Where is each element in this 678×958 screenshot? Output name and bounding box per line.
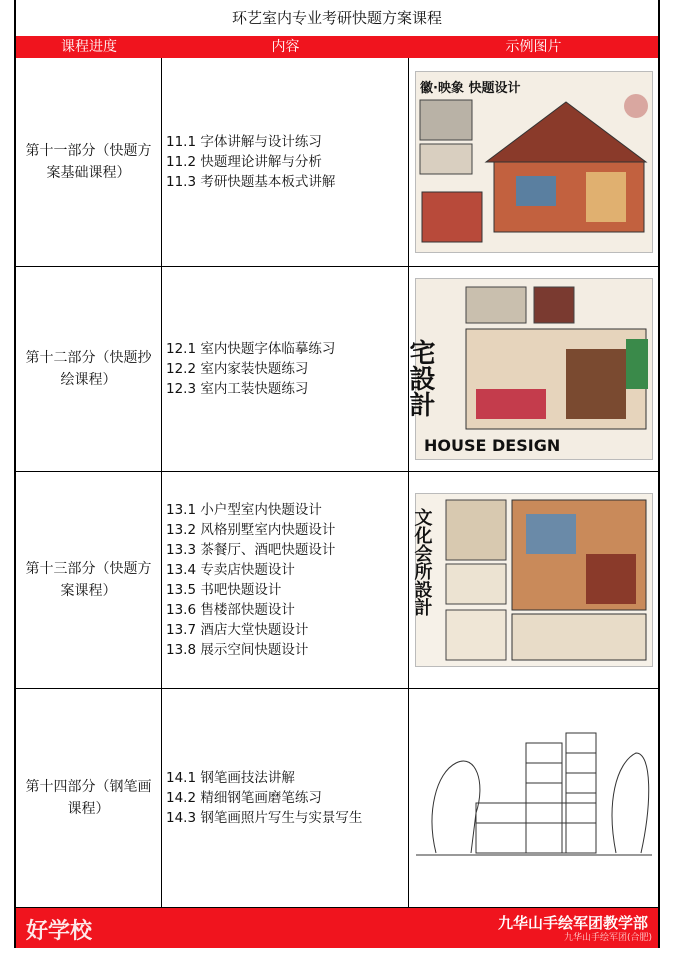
table-row <box>16 267 658 472</box>
list-item: 14.2 精细钢笔画磨笔练习 <box>166 790 322 806</box>
course-part: 第十三部分（快题方案课程） <box>16 472 162 688</box>
example-cell <box>404 267 658 471</box>
list-item: 12.1 室内快题字体临摹练习 <box>166 341 336 357</box>
example-image <box>404 278 653 460</box>
list-item: 11.2 快题理论讲解与分析 <box>166 154 322 170</box>
list-item: 13.3 茶餐厅、酒吧快题设计 <box>166 542 336 558</box>
list-item: 11.3 考研快题基本板式讲解 <box>166 174 336 190</box>
course-content <box>162 472 409 688</box>
image-caption-secondary: HOUSE DESIGN <box>423 436 560 455</box>
list-item: 13.4 专卖店快题设计 <box>166 562 295 578</box>
course-content <box>162 689 409 907</box>
course-part: 第十四部分（钢笔画课程） <box>16 689 162 907</box>
site-logo: 好学校 <box>26 919 93 944</box>
image-caption: 文化会所設計 <box>411 508 432 616</box>
course-part: 第十二部分（快题抄绘课程） <box>16 267 162 471</box>
header-content: 内容 <box>271 39 300 55</box>
list-item: 13.8 展示空间快题设计 <box>166 642 309 658</box>
table-row <box>16 58 658 267</box>
page-title: 环艺室内专业考研快题方案课程 <box>16 0 658 37</box>
example-image <box>415 71 653 253</box>
list-item: 13.6 售楼部快题设计 <box>166 602 295 618</box>
example-cell <box>409 689 658 907</box>
list-item: 14.3 钢笔画照片写生与实景写生 <box>166 810 363 826</box>
list-item: 13.2 风格别墅室内快题设计 <box>166 522 336 538</box>
watermark-text: 九华山手绘军团(合肥) <box>563 933 652 943</box>
footer-banner <box>16 908 658 948</box>
example-image <box>411 493 653 667</box>
image-caption: 徽·映象 快题设计 <box>419 81 520 96</box>
example-cell <box>409 58 658 266</box>
table-header <box>16 36 658 58</box>
table-row <box>16 472 658 689</box>
organization-name: 九华山手绘军团教学部 <box>497 914 648 932</box>
list-item: 13.5 书吧快题设计 <box>166 582 282 598</box>
course-content <box>162 267 409 471</box>
list-item: 11.1 字体讲解与设计练习 <box>166 134 322 150</box>
example-image <box>416 723 652 873</box>
image-caption: 宅設計 <box>404 339 435 417</box>
list-item: 13.1 小户型室内快题设计 <box>166 502 322 518</box>
example-cell <box>409 472 658 688</box>
course-part: 第十一部分（快题方案基础课程） <box>16 58 162 266</box>
header-example: 示例图片 <box>505 39 562 55</box>
list-item: 12.3 室内工装快题练习 <box>166 381 309 397</box>
list-item: 13.7 酒店大堂快题设计 <box>166 622 309 638</box>
header-progress: 课程进度 <box>61 39 117 55</box>
course-table <box>14 0 660 948</box>
list-item: 14.1 钢笔画技法讲解 <box>166 770 295 786</box>
list-item: 12.2 室内家装快题练习 <box>166 361 309 377</box>
course-content <box>162 58 409 266</box>
table-row <box>16 689 658 908</box>
